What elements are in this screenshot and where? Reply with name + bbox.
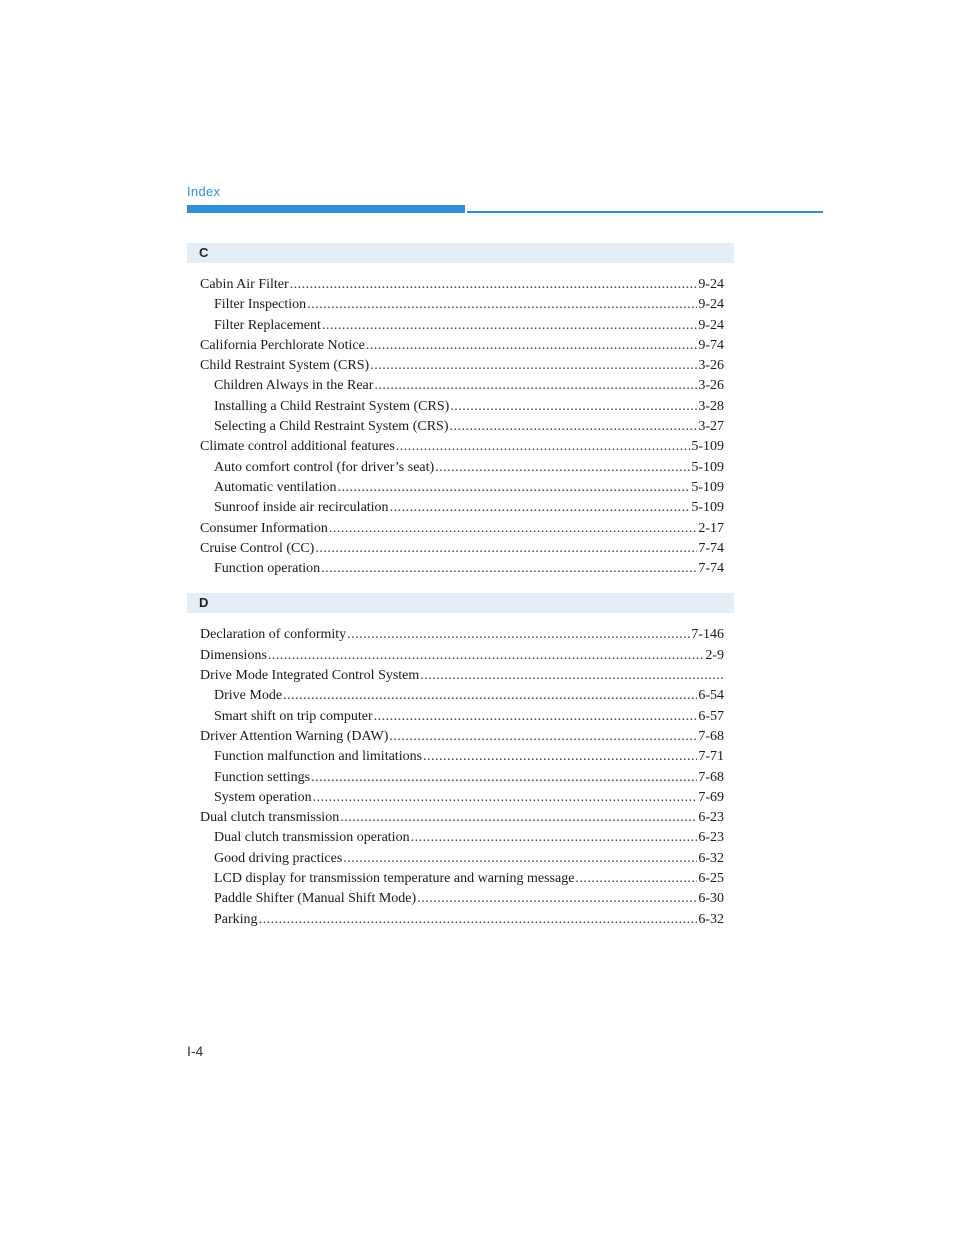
entry-label: Children Always in the Rear — [214, 378, 374, 394]
section-header-c: C — [187, 243, 734, 263]
entry-page-ref: 5-109 — [691, 479, 724, 495]
dot-leader — [307, 295, 697, 315]
entry-page-ref: 3-26 — [698, 378, 724, 394]
index-subentry[interactable] — [187, 686, 734, 706]
entry-page-ref: 3-26 — [698, 358, 724, 374]
dot-leader — [420, 666, 723, 686]
entry-page-ref: 5-109 — [691, 500, 724, 516]
entry-page-ref: 6-23 — [698, 830, 724, 846]
entry-label: Smart shift on trip computer — [214, 708, 373, 724]
dot-leader — [311, 768, 697, 788]
index-entry[interactable] — [187, 275, 734, 295]
index-entry-list — [187, 263, 734, 579]
index-subentry[interactable] — [187, 747, 734, 767]
entry-label: Dual clutch transmission — [200, 810, 340, 826]
dot-leader — [321, 559, 697, 579]
section-header-d: D — [187, 593, 734, 613]
index-subentry[interactable] — [187, 869, 734, 889]
dot-leader — [435, 458, 690, 478]
dot-leader — [423, 747, 697, 767]
entry-label: System operation — [214, 789, 312, 805]
dot-leader — [390, 498, 691, 518]
dot-leader — [259, 910, 698, 930]
index-subentry[interactable] — [187, 397, 734, 417]
index-entry-list — [187, 613, 734, 929]
entry-page-ref: 9-24 — [698, 277, 724, 292]
entry-page-ref: 3-27 — [698, 419, 724, 435]
entry-label: Cruise Control (CC) — [200, 540, 315, 556]
index-subentry[interactable] — [187, 788, 734, 808]
dot-leader — [366, 336, 698, 356]
entry-label: Child Restraint System (CRS) — [200, 358, 370, 374]
entry-page-ref: 6-25 — [698, 871, 724, 887]
index-subentry[interactable] — [187, 910, 734, 930]
dot-leader — [343, 849, 697, 869]
index-entry[interactable] — [187, 646, 734, 666]
entry-label: Filter Replacement — [214, 317, 321, 333]
entry-page-ref: 6-30 — [698, 891, 724, 907]
index-subentry[interactable] — [187, 458, 734, 478]
header-rule-thick — [187, 205, 465, 213]
entry-page-ref: 6-32 — [698, 850, 724, 866]
index-entry[interactable] — [187, 336, 734, 356]
index-subentry[interactable] — [187, 849, 734, 869]
index-entry[interactable] — [187, 437, 734, 457]
entry-label: Drive Mode Integrated Control System — [200, 668, 420, 684]
index-entry[interactable] — [187, 625, 734, 645]
dot-leader — [315, 539, 697, 559]
dot-leader — [290, 275, 698, 295]
dot-leader — [450, 397, 697, 417]
entry-label: Automatic ventilation — [214, 479, 337, 495]
dot-leader — [411, 828, 698, 848]
entry-label: Paddle Shifter (Manual Shift Mode) — [214, 891, 417, 907]
index-subentry[interactable] — [187, 559, 734, 579]
entry-label: Installing a Child Restraint System (CRS) — [214, 398, 450, 414]
entry-page-ref: 7-74 — [698, 540, 724, 556]
entry-page-ref: 7-68 — [698, 769, 724, 785]
entry-label: Sunroof inside air recirculation — [214, 500, 389, 516]
dot-leader — [389, 727, 697, 747]
index-subentry[interactable] — [187, 889, 734, 909]
dot-leader — [313, 788, 698, 808]
dot-leader — [322, 316, 697, 336]
entry-label: Cabin Air Filter — [200, 277, 289, 292]
dot-leader — [396, 437, 691, 457]
dot-leader — [370, 356, 697, 376]
index-subentry[interactable] — [187, 828, 734, 848]
index-subentry[interactable] — [187, 768, 734, 788]
entry-page-ref: 7-69 — [698, 789, 724, 805]
entry-label: Good driving practices — [214, 850, 343, 866]
index-subentry[interactable] — [187, 376, 734, 396]
entry-label: Auto comfort control (for driver’s seat) — [214, 459, 435, 475]
index-entry[interactable] — [187, 356, 734, 376]
entry-label: California Perchlorate Notice — [200, 337, 365, 353]
entry-page-ref: 3-28 — [698, 398, 724, 414]
page-number: I-4 — [187, 1043, 204, 1059]
dot-leader — [283, 686, 697, 706]
index-subentry[interactable] — [187, 707, 734, 727]
entry-page-ref: 7-146 — [691, 627, 724, 643]
entry-label: Climate control additional features — [200, 439, 395, 455]
entry-page-ref: 7-74 — [698, 561, 724, 577]
entry-page-ref: 6-54 — [698, 688, 724, 704]
entry-page-ref: 9-24 — [698, 317, 724, 333]
entry-page-ref: 6-32 — [698, 911, 724, 927]
entry-label: Function malfunction and limitations — [214, 749, 423, 765]
dot-leader — [450, 417, 698, 437]
entry-label: Dimensions — [200, 647, 267, 663]
dot-leader — [268, 646, 704, 666]
index-column — [187, 243, 734, 930]
entry-label: Driver Attention Warning (DAW) — [200, 728, 389, 744]
entry-label: Function operation — [214, 561, 321, 577]
dot-leader — [575, 869, 697, 889]
dot-leader — [329, 519, 697, 539]
dot-leader — [340, 808, 697, 828]
index-entry[interactable] — [187, 539, 734, 559]
entry-page-ref: 9-24 — [698, 297, 724, 313]
entry-page-ref: 6-57 — [698, 708, 724, 724]
entry-label: Parking — [214, 911, 258, 927]
index-entry[interactable] — [187, 727, 734, 747]
entry-label: Selecting a Child Restraint System (CRS) — [214, 419, 449, 435]
entry-page-ref: 5-109 — [691, 439, 724, 455]
entry-label: Drive Mode — [214, 688, 283, 704]
entry-page-ref: 7-71 — [698, 749, 724, 765]
entry-page-ref: 5-109 — [691, 459, 724, 475]
index-subentry[interactable] — [187, 417, 734, 437]
dot-leader — [337, 478, 690, 498]
entry-label: Function settings — [214, 769, 311, 785]
entry-page-ref: 9-74 — [698, 337, 724, 353]
entry-page-ref: 7-68 — [698, 728, 724, 744]
entry-page-ref: 2-9 — [705, 647, 724, 663]
index-entry[interactable] — [187, 519, 734, 539]
entry-page-ref: 2-17 — [698, 520, 724, 536]
page-header-title: Index — [187, 184, 221, 199]
index-entry[interactable] — [187, 808, 734, 828]
header-rule-thin — [467, 211, 823, 213]
index-entry[interactable] — [187, 666, 734, 686]
index-subentry[interactable] — [187, 478, 734, 498]
index-subentry[interactable] — [187, 295, 734, 315]
entry-label: Dual clutch transmission operation — [214, 830, 410, 846]
dot-leader — [374, 707, 698, 727]
entry-label: Declaration of conformity — [200, 627, 347, 643]
dot-leader — [374, 376, 697, 396]
index-subentry[interactable] — [187, 498, 734, 518]
entry-label: LCD display for transmission temperature and warning message — [214, 871, 575, 887]
dot-leader — [347, 625, 690, 645]
entry-label: Consumer Information — [200, 520, 328, 536]
entry-page-ref: 6-23 — [698, 810, 724, 826]
dot-leader — [417, 889, 697, 909]
entry-label: Filter Inspection — [214, 297, 307, 313]
index-subentry[interactable] — [187, 316, 734, 336]
